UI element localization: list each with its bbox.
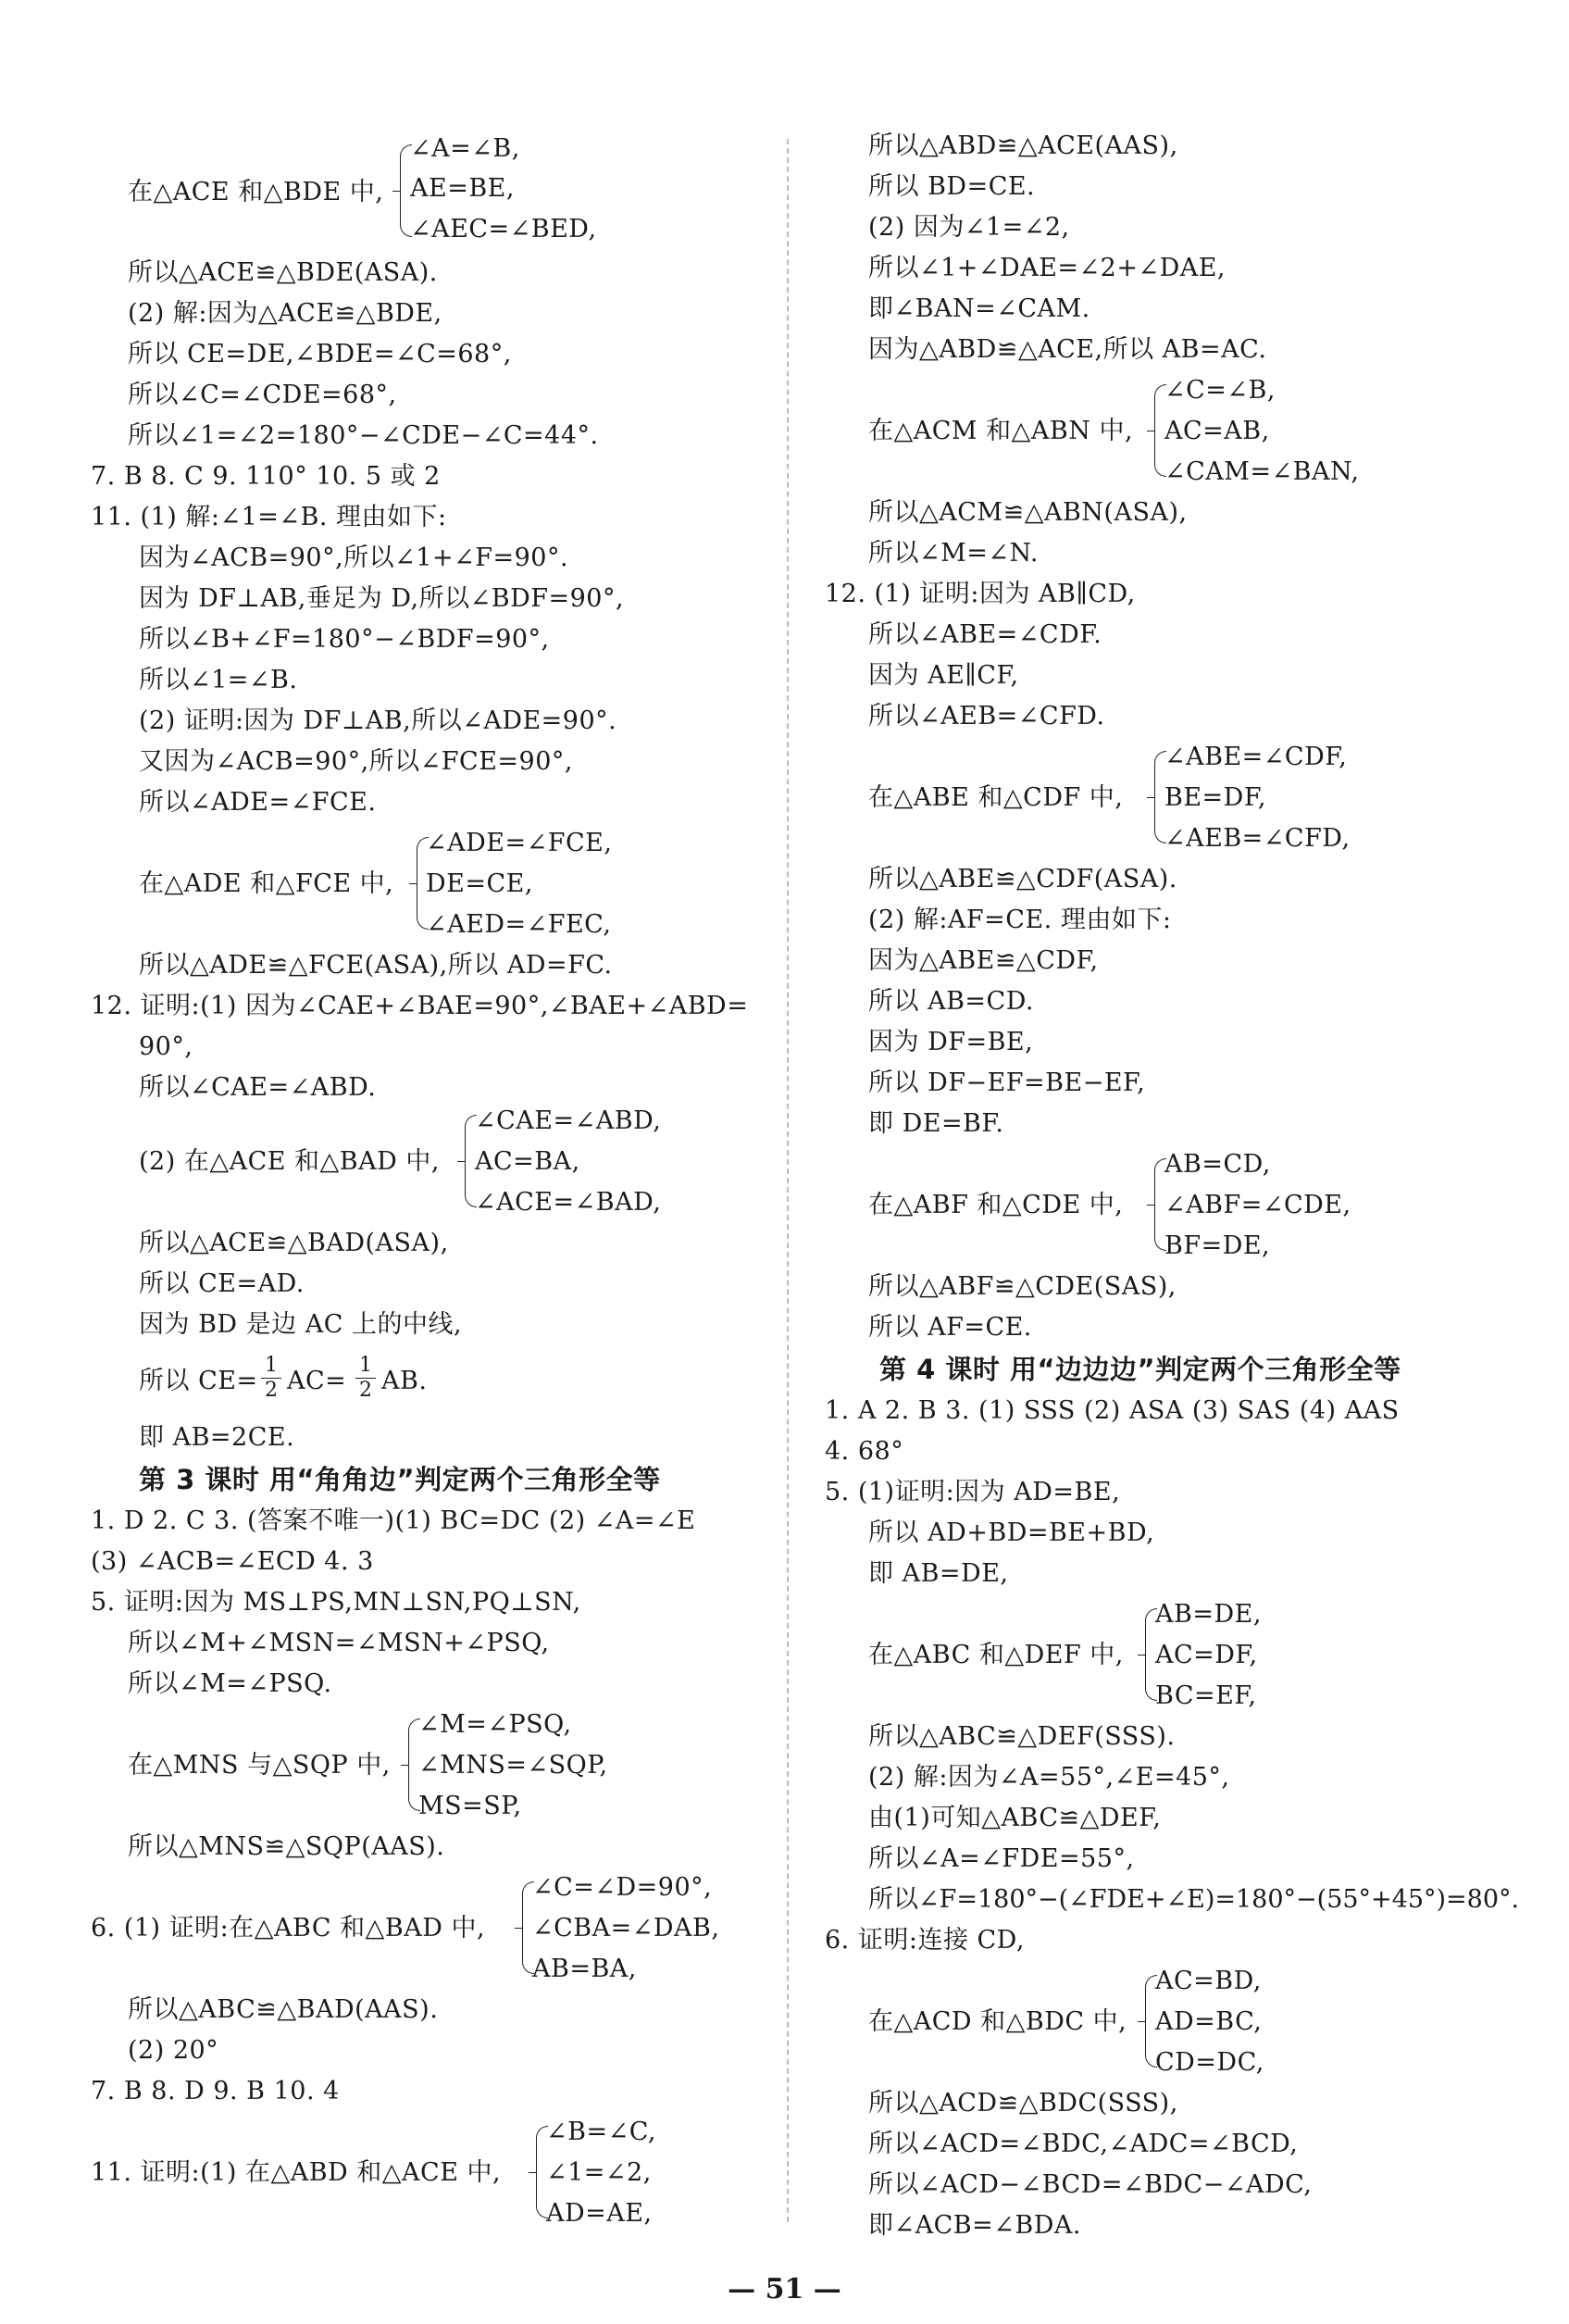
text-line: 7. B 8. D 9. B 10. 4: [91, 2077, 340, 2105]
text-line: MS=SP,: [418, 1792, 522, 1820]
text-line: ∠ADE=∠FCE,: [426, 829, 613, 857]
text-line: (2) 解:AF=CE. 理由如下:: [868, 906, 1172, 934]
text-line: 1. A 2. B 3. (1) SSS (2) ASA (3) SAS (4) AAS: [825, 1396, 1400, 1425]
text-line: 所以∠1=∠B.: [139, 666, 298, 694]
text-line: ∠CAE=∠ABD,: [475, 1106, 662, 1135]
text-line: AC=DF,: [1155, 1641, 1258, 1669]
text-line: 即 DE=BF.: [868, 1109, 1004, 1138]
text-line: 7. B 8. C 9. 110° 10. 5 或 2: [91, 462, 441, 491]
text-line: AC=: [287, 1367, 347, 1395]
text-line: 11. 证明:(1) 在△ABD 和△ACE 中,: [91, 2158, 502, 2187]
fraction-denominator: 2: [359, 1379, 372, 1402]
text-line: AB=DE,: [1155, 1600, 1262, 1629]
text-line: 所以∠ACD=∠BDC,∠ADC=∠BCD,: [868, 2130, 1299, 2158]
text-line: CD=DC,: [1155, 2048, 1264, 2077]
text-line: ∠CBA=∠DAB,: [532, 1914, 720, 1943]
text-line: ∠C=∠D=90°,: [532, 1873, 713, 1902]
text-line: 因为△ABE≌△CDF,: [868, 946, 1099, 975]
text-line: 所以△ABD≌△ACE(AAS),: [868, 131, 1178, 160]
text-line: ∠AED=∠FEC,: [426, 910, 612, 939]
text-line: 所以 AF=CE.: [868, 1313, 1032, 1342]
text-line: 所以△ABC≌△BAD(AAS).: [128, 1995, 439, 2024]
text-line: 5. (1)证明:因为 AD=BE,: [825, 1478, 1121, 1506]
text-line: 因为 DF=BE,: [868, 1028, 1034, 1056]
text-line: 在△ABF 和△CDE 中,: [868, 1191, 1124, 1219]
text-line: 即 AB=2CE.: [139, 1423, 295, 1452]
text-line: 由(1)可知△ABC≌△DEF,: [868, 1804, 1162, 1832]
text-line: AC=BA,: [475, 1147, 580, 1176]
text-line: 即∠BAN=∠CAM.: [868, 294, 1090, 323]
text-line: 因为∠ACB=90°,所以∠1+∠F=90°.: [139, 544, 569, 572]
text-line: ∠A=∠B,: [410, 134, 520, 163]
text-line: 1. D 2. C 3. (答案不唯一)(1) BC=DC (2) ∠A=∠E: [91, 1506, 696, 1535]
text-line: 即∠ACB=∠BDA.: [868, 2211, 1081, 2240]
text-line: ∠B=∠C,: [546, 2118, 656, 2146]
text-line: 所以 AD+BD=BE+BD,: [868, 1518, 1155, 1547]
text-line: 因为△ABD≌△ACE,所以 AB=AC.: [868, 335, 1267, 364]
text-line: 11. (1) 解:∠1=∠B. 理由如下:: [91, 503, 447, 531]
text-line: ∠CAM=∠BAN,: [1164, 457, 1360, 486]
text-line: 所以 BD=CE.: [868, 172, 1036, 201]
text-line: 因为 AE∥CF,: [868, 661, 1019, 690]
text-line: AB=CD,: [1164, 1150, 1271, 1179]
text-line: 所以△ABF≌△CDE(SAS),: [868, 1272, 1177, 1301]
text-line: 在△ABE 和△CDF 中,: [868, 783, 1124, 812]
text-line: AB.: [381, 1367, 428, 1395]
text-line: AD=BC,: [1155, 2007, 1263, 2036]
text-line: 所以△ABE≌△CDF(ASA).: [868, 865, 1177, 893]
text-line: ∠1=∠2,: [546, 2158, 652, 2187]
text-line: DE=CE,: [426, 869, 533, 898]
text-line: 所以△ACE≌△BAD(ASA),: [139, 1229, 449, 1257]
text-line: 在△ABC 和△DEF 中,: [868, 1641, 1124, 1669]
text-line: ∠M=∠PSQ,: [418, 1710, 572, 1739]
text-line: (2) 解:因为△ACE≌△BDE,: [128, 299, 442, 328]
text-line: 在△ACM 和△ABN 中,: [868, 417, 1134, 445]
text-line: 所以∠A=∠FDE=55°,: [868, 1844, 1135, 1873]
text-line: 所以△ABC≌△DEF(SSS).: [868, 1722, 1176, 1751]
text-line: (2) 在△ACE 和△BAD 中,: [139, 1147, 440, 1176]
text-line: ∠MNS=∠SQP,: [418, 1751, 608, 1780]
fraction-numerator: 1: [261, 1354, 281, 1379]
text-line: 所以∠ACD−∠BCD=∠BDC−∠ADC,: [868, 2170, 1313, 2199]
text-line: AD=AE,: [546, 2199, 653, 2228]
text-line: ∠AEB=∠CFD,: [1164, 824, 1351, 853]
page-number: — 51 —: [728, 2273, 841, 2305]
text-line: (3) ∠ACB=∠ECD 4. 3: [91, 1547, 374, 1576]
text-line: 所以△ACM≌△ABN(ASA),: [868, 498, 1188, 527]
text-line: (2) 20°: [128, 2036, 219, 2065]
text-line: 所以△ADE≌△FCE(ASA),所以 AD=FC.: [139, 951, 613, 980]
text-line: 6. (1) 证明:在△ABC 和△BAD 中,: [91, 1914, 486, 1943]
text-line: AC=AB,: [1164, 417, 1270, 445]
text-line: 所以∠M=∠N.: [868, 539, 1039, 568]
text-line: 12. (1) 证明:因为 AB∥CD,: [825, 580, 1136, 608]
text-line: ∠ABF=∠CDE,: [1164, 1191, 1351, 1219]
text-line: 所以△ACD≌△BDC(SSS),: [868, 2089, 1178, 2118]
text-line: 12. 证明:(1) 因为∠CAE+∠BAE=90°,∠BAE+∠ABD=: [91, 992, 749, 1020]
text-line: ∠C=∠B,: [1164, 376, 1276, 405]
text-line: 所以∠M+∠MSN=∠MSN+∠PSQ,: [128, 1629, 550, 1657]
right-column: [791, 0, 1520, 2324]
text-line: BF=DE,: [1164, 1231, 1271, 1260]
text-line: (2) 因为∠1=∠2,: [868, 213, 1070, 242]
fraction: [355, 1354, 376, 1403]
text-line: AB=BA,: [532, 1955, 637, 1983]
text-line: 所以∠B+∠F=180°−∠BDF=90°,: [139, 625, 550, 654]
text-line: (2) 证明:因为 DF⊥AB,所以∠ADE=90°.: [139, 706, 617, 735]
text-line: ∠ABE=∠CDF,: [1164, 743, 1348, 771]
text-line: 在△ACE 和△BDE 中,: [128, 178, 384, 206]
text-line: 6. 证明:连接 CD,: [825, 1926, 1025, 1955]
text-line: 90°,: [139, 1032, 193, 1061]
text-line: (2) 解:因为∠A=55°,∠E=45°,: [868, 1763, 1230, 1792]
section-heading: 第 4 课时 用“边边边”判定两个三角形全等: [879, 1354, 1401, 1385]
text-line: 所以△ACE≌△BDE(ASA).: [128, 258, 438, 287]
text-line: 所以∠ABE=∠CDF.: [868, 620, 1102, 649]
text-line: 因为 BD 是边 AC 上的中线,: [139, 1310, 463, 1339]
text-line: 所以 AB=CD.: [868, 987, 1034, 1016]
text-line: AC=BD,: [1155, 1967, 1262, 1995]
left-column: [0, 0, 749, 2324]
section-heading: 第 3 课时 用“角角边”判定两个三角形全等: [139, 1464, 661, 1495]
text-line: 所以∠1+∠DAE=∠2+∠DAE,: [868, 254, 1227, 282]
text-line: 所以 DF−EF=BE−EF,: [868, 1068, 1146, 1097]
text-line: 所以∠ADE=∠FCE.: [139, 788, 377, 817]
fraction: [261, 1354, 281, 1403]
text-line: 又因为∠ACB=90°,所以∠FCE=90°,: [139, 747, 573, 776]
text-line: 所以 CE=DE,∠BDE=∠C=68°,: [128, 340, 512, 369]
text-line: 在△MNS 与△SQP 中,: [128, 1751, 391, 1780]
text-line: ∠ACE=∠BAD,: [475, 1188, 662, 1217]
text-line: 因为 DF⊥AB,垂足为 D,所以∠BDF=90°,: [139, 584, 625, 613]
text-line: 5. 证明:因为 MS⊥PS,MN⊥SN,PQ⊥SN,: [91, 1588, 581, 1617]
text-line: 在△ADE 和△FCE 中,: [139, 869, 394, 898]
text-line: 所以∠1=∠2=180°−∠CDE−∠C=44°.: [128, 421, 599, 450]
text-line: 即 AB=DE,: [868, 1559, 1009, 1588]
text-line: AE=BE,: [410, 174, 515, 203]
fraction-denominator: 2: [265, 1379, 278, 1402]
fraction-numerator: 1: [355, 1354, 376, 1379]
text-line: ∠AEC=∠BED,: [410, 215, 597, 244]
text-line: BE=DF,: [1164, 783, 1266, 812]
text-line: 所以∠M=∠PSQ.: [128, 1669, 332, 1698]
text-line: 所以∠C=∠CDE=68°,: [128, 381, 397, 409]
text-line: 所以∠F=180°−(∠FDE+∠E)=180°−(55°+45°)=80°.: [868, 1885, 1520, 1914]
text-line: 在△ACD 和△BDC 中,: [868, 2007, 1127, 2036]
column-divider: [787, 139, 789, 2222]
text-line: 所以△MNS≌△SQP(AAS).: [128, 1832, 445, 1861]
text-line: BC=EF,: [1155, 1681, 1257, 1710]
text-line: 所以 CE=: [139, 1367, 258, 1395]
text-line: 4. 68°: [825, 1437, 904, 1466]
text-line: 所以 CE=AD.: [139, 1269, 305, 1298]
text-line: 所以∠AEB=∠CFD.: [868, 702, 1105, 731]
text-line: 所以∠CAE=∠ABD.: [139, 1073, 377, 1102]
